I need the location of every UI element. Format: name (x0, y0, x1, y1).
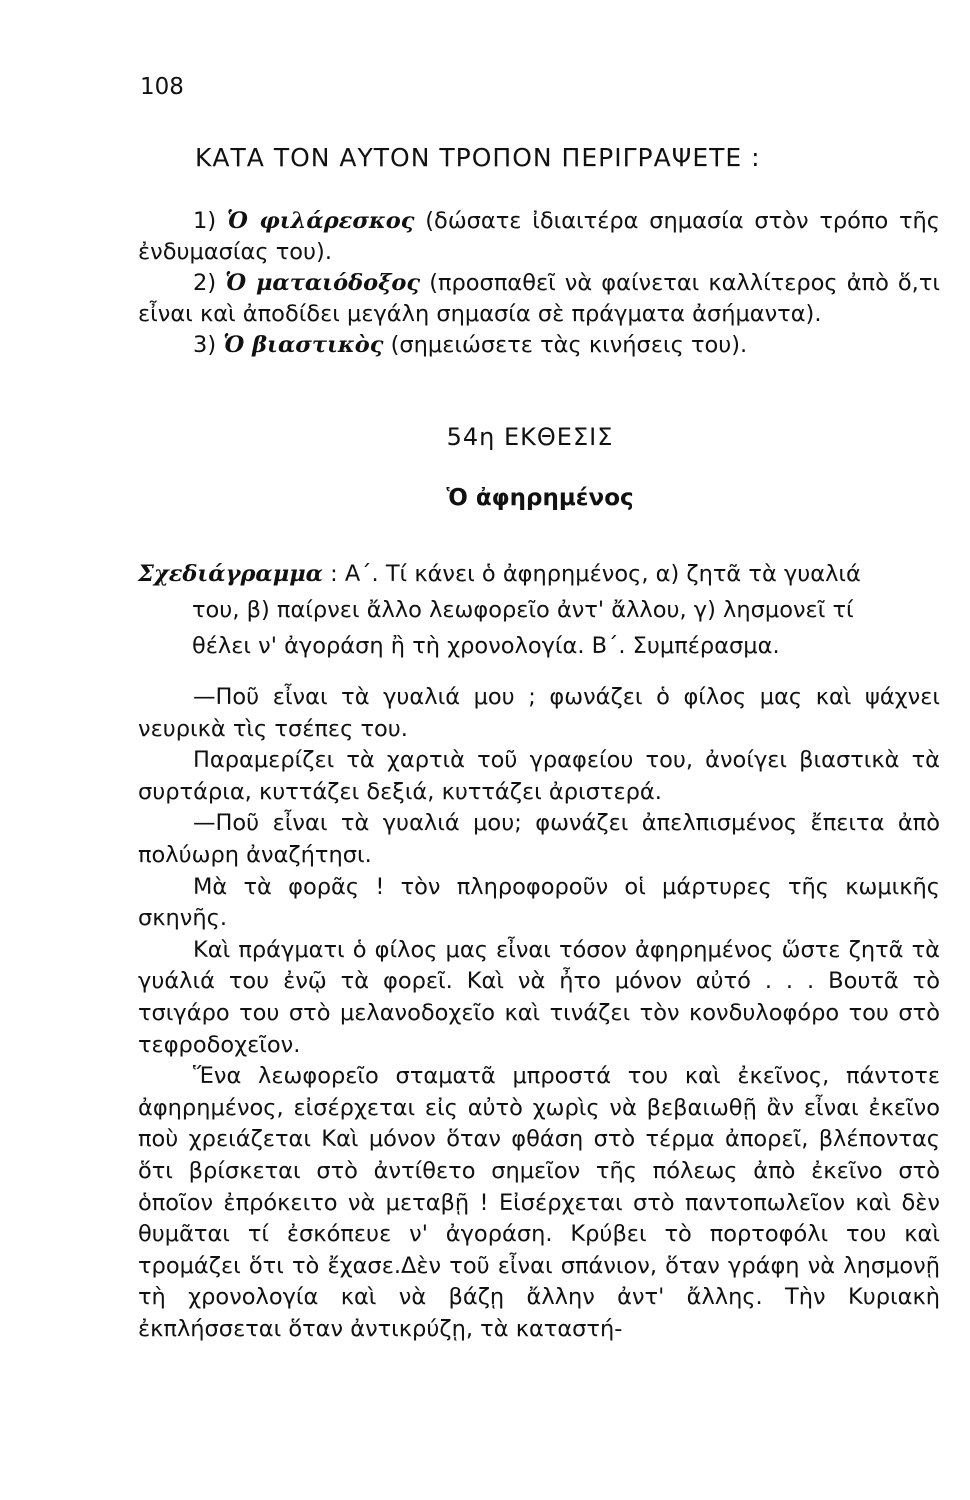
paragraph: —Ποῦ εἶναι τὰ γυαλιά μου; φωνάζει ἀπελπισμένος ἔπειτα ἀπὸ πολύωρη ἀναζήτησι. (138, 810, 940, 868)
plan-line: θέλει ν' ἀγοράση ἢ τὴ χρονολογία. Β΄. Συμπέρασμα. (192, 633, 780, 659)
item-number: 1) (193, 208, 217, 234)
exercise-list (138, 206, 940, 361)
item-text: (δώσατε ἰδιαιτέρα σημασία στὸν τρόπο τῆς ἐνδυμασίας του). (138, 208, 941, 265)
plan-label: Σχεδιάγραμμα (138, 561, 323, 587)
essay-plan (138, 556, 940, 664)
item-text: (σημειώσετε τὰς κινήσεις του). (383, 332, 748, 358)
exercise-item (138, 206, 940, 268)
paragraph: Παραμερίζει τὰ χαρτιὰ τοῦ γραφείου του, ἀνοίγει βιαστικὰ τὰ συρτάρια, κυττάζει δεξιά, κυττάζει ἀριστερά. (138, 747, 940, 805)
essay-theme: Ὁ ἀφηρημένος (446, 485, 634, 511)
essay-heading: 54η ΕΚΘΕΣΙΣ (446, 423, 614, 451)
paragraph: Μὰ τὰ φορᾶς ! τὸν πληροφοροῦν οἱ μάρτυρες τῆς κωμικῆς σκηνῆς. (138, 873, 940, 932)
item-topic: Ὁ ματαιόδοξος (225, 270, 421, 296)
page-number: 108 (140, 74, 184, 100)
paragraph: Ἕνα λεωφορεῖο σταματᾶ μπροστά του καὶ ἐκεῖνος, πάντοτε ἀφηρημένος, εἰσέρχεται εἰς αὐτὸ χωρὶς νὰ βεβαιωθῇ ἂν εἶναι ἐκεῖνο ποὺ χρειάζεται Καὶ μόνον ὅταν φθάση στὸ τέρμα ἀπορεῖ, βλέποντας ὅτι βρίσκεται στὸ ἀντίθετο σημεῖον τῆς πόλεως ἀπὸ ἐκεῖνο στὸ ὁποῖον ἐπρόκειτο νὰ μεταβῇ ! Εἰσέρχεται στὸ παντοπωλεῖον καὶ δὲν θυμᾶται τί ἐσκόπευε ν' ἀγοράση. Κρύβει τὸ πορτοφόλι του καὶ τρομάζει ὅτι τὸ ἔχασε.Δὲν τοῦ εἶναι σπάνιον, ὅταν γράφη νὰ λησμονῇ τὴ χρονολογία καὶ νὰ βάζῃ ἄλλην ἀντ' ἄλλης. Τὴν Κυριακὴ ἐκπλήσσεται ὅταν ἀντικρύζῃ, τὰ καταστή- (138, 1063, 940, 1342)
exercise-item (138, 330, 940, 361)
paragraph: —Ποῦ εἶναι τὰ γυαλιά μου ; φωνάζει ὁ φίλος μας καὶ ψάχνει νευρικὰ τὶς τσέπες του. (138, 684, 940, 742)
plan-line (138, 556, 940, 592)
plan-text: : Α΄. Τί κάνει ὁ ἀφηρημένος, α) ζητᾶ τὰ γυαλιά (322, 561, 861, 587)
exercise-item (138, 268, 940, 330)
item-topic: Ὁ φιλάρεσκος (226, 208, 415, 234)
section-title: ΚΑΤΑ ΤΟΝ ΑΥΤΟΝ ΤΡΟΠΟΝ ΠΕΡΙΓΡΑΨΕΤΕ : (195, 143, 761, 172)
paragraph: Καὶ πράγματι ὁ φίλος μας εἶναι τόσον ἀφηρημένος ὥστε ζητᾶ τὰ γυάλιά του ἐνῷ τὰ φορεῖ. Καὶ νὰ ἦτο μόνον αὐτό . . . Βουτᾶ τὸ τσιγάρο του στὸ μελανοδοχεῖο καὶ τινάζει τὸν κονδυλοφόρο του στὸ τεφροδοχεῖον. (138, 936, 940, 1058)
essay-body (138, 682, 940, 1345)
item-number: 3) (193, 332, 217, 358)
item-text: (προσπαθεῖ νὰ φαίνεται καλλίτερος ἀπὸ ὅ,τι εἶναι καὶ ἀποδίδει μεγάλη σημασία σὲ πράγματα ἀσήμαντα). (138, 270, 940, 327)
item-number: 2) (193, 270, 217, 296)
plan-line: του, β) παίρνει ἄλλο λεωφορεῖο ἀντ' ἄλλου, γ) λησμονεῖ τί (192, 597, 854, 623)
item-topic: Ὁ βιαστικὸς (223, 332, 384, 358)
